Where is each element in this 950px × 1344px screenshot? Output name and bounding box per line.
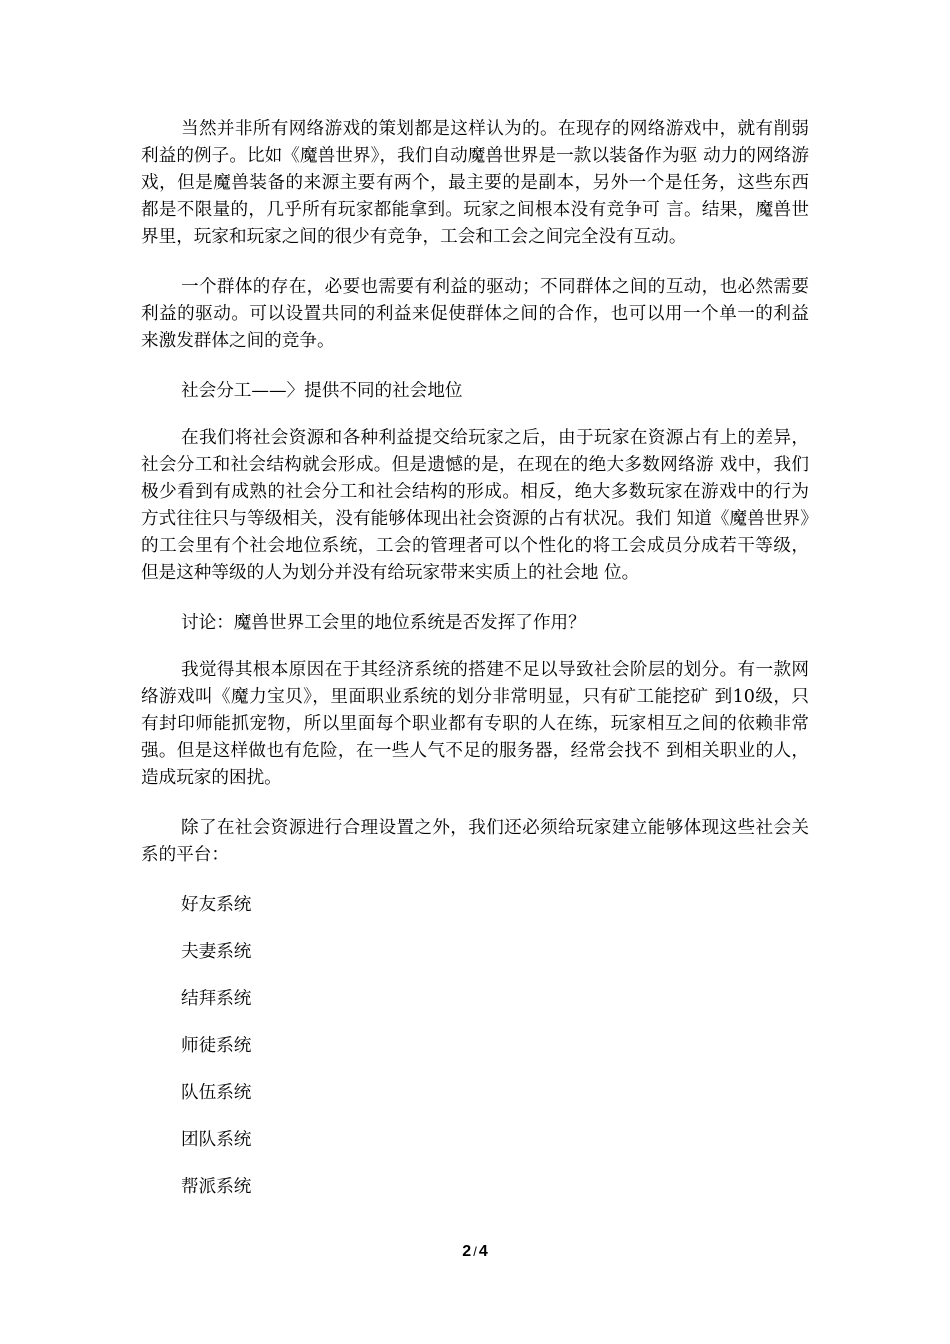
paragraph-platform-intro: 除了在社会资源进行合理设置之外，我们还必须给玩家建立能够体现这些社会关系的平台：: [141, 818, 809, 865]
section-heading-social-division: 社会分工——〉提供不同的社会地位: [181, 381, 463, 401]
list-item-sworn-brother-system: 结拜系统: [181, 989, 252, 1009]
document-body: [141, 116, 809, 1221]
list-item-friend-system: 好友系统: [181, 895, 252, 915]
page-number: [0, 1242, 950, 1262]
paragraph-discussion-question: 讨论：魔兽世界工会里的地位系统是否发挥了作用？: [181, 613, 586, 633]
list-item-team-system: 团队系统: [181, 1130, 252, 1150]
page-separator: /: [473, 1244, 477, 1259]
total-pages-number: 4: [478, 1243, 488, 1260]
list-item-mentor-system: 师徒系统: [181, 1036, 252, 1056]
paragraph-group-interest: 一个群体的存在，必要也需要有利益的驱动；不同群体之间的互动，也必然需要利益的驱动。可以设置共同的利益来促使群体之间的合作，也可以用一个单一的利益来激发群体之间的竞争。: [141, 277, 809, 351]
list-item-party-system: 队伍系统: [181, 1083, 252, 1103]
list-item-marriage-system: 夫妻系统: [181, 942, 252, 962]
paragraph-wow-example: 当然并非所有网络游戏的策划都是这样认为的。在现存的网络游戏中，就有削弱利益的例子。比如《魔兽世界》，我们自动魔兽世界是一款以装备作为驱 动力的网络游戏，但是魔兽装备的来源主要有两个，最主要的是副本，另外一个是任务，这些东西都是不限量的，几乎所有玩家都能拿到。玩家之间根本没有竞争可 言。结果，魔兽世界里，玩家和玩家之间的很少有竞争，工会和工会之间完全没有互动。: [141, 119, 809, 247]
list-item-guild-system: 帮派系统: [181, 1177, 252, 1197]
paragraph-social-structure: 在我们将社会资源和各种利益提交给玩家之后，由于玩家在资源占有上的差异，社会分工和社会结构就会形成。但是遗憾的是，在现在的绝大多数网络游 戏中，我们极少看到有成熟的社会分工和社会结构的形成。相反，绝大多数玩家在游戏中的行为方式往往只与等级相关，没有能够体现出社会资源的占有状况。我们 知道《魔兽世界》的工会里有个社会地位系统，工会的管理者可以个性化的将工会成员分成若干等级，但是这种等级的人为划分并没有给玩家带来实质上的社会地 位。: [141, 428, 809, 583]
current-page-number: 2: [462, 1243, 472, 1260]
paragraph-crossgate-example: 我觉得其根本原因在于其经济系统的搭建不足以导致社会阶层的划分。有一款网络游戏叫《魔力宝贝》，里面职业系统的划分非常明显，只有矿工能挖矿 到10级，只有封印师能抓宠物，所以里面每个职业都有专职的人在练，玩家相互之间的依赖非常强。但是这样做也有危险，在一些人气不足的服务器，经常会找不 到相关职业的人，造成玩家的困扰。: [141, 660, 809, 788]
